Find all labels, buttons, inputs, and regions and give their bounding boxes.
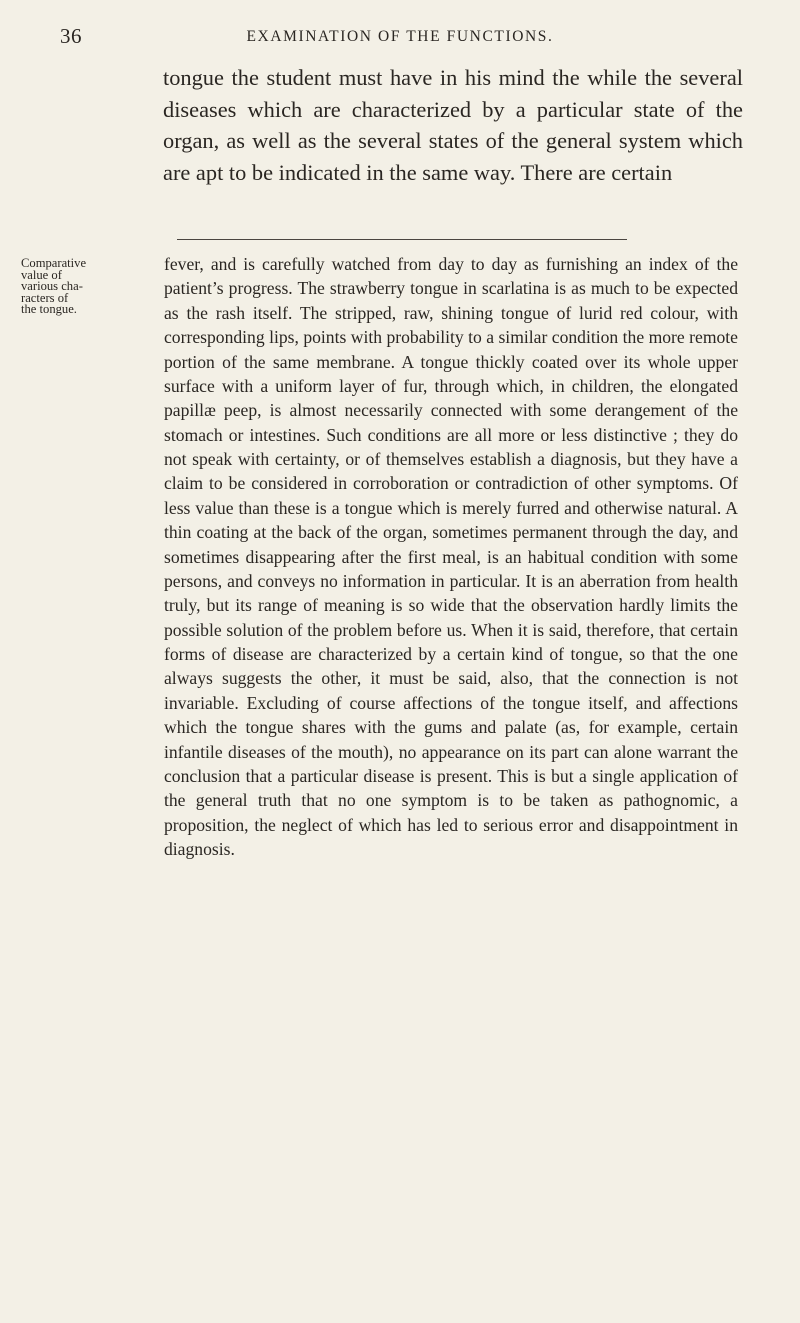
continuation-paragraph: [163, 62, 743, 188]
margin-note-line: various cha-: [21, 279, 83, 293]
margin-note: [21, 258, 141, 316]
margin-note-line: racters of: [21, 290, 69, 305]
running-head: EXAMINATION OF THE FUNCTIONS.: [246, 28, 554, 45]
margin-note-line: the tongue.: [21, 302, 77, 316]
body-paragraph-text: fever, and is carefully watched from day to day as furnishing an index of the patient’s progress. The strawberry tongue in scarlatina is as much to be expected as the rash itself. The stripped, raw, shining tongue of lurid red colour, with corresponding lips, points with probability to a similar condition the more remote portion of the same membrane. A tongue thickly coated over its whole upper surface with a uniform layer of fur, through which, in children, the elongated papillæ peep, is almost necessarily connected with some derangement of the stomach or intestines. Such conditions are all more or less distinctive ; they do not speak with certainty, or of themselves establish a diagnosis, but they have a claim to be considered in corroboration or contradiction of other symptoms. Of less value than these is a tongue which is merely furred and otherwise natural. A thin coating at the back of the organ, sometimes permanent through the day, and sometimes disappearing after the first meal, is an habitual condition with some persons, and conveys no information in particular. It is an aberration from health truly, but its range of meaning is so wide that the observation hardly limits the possible solution of the problem before us. When it is said, therefore, that certain forms of disease are characterized by a certain kind of tongue, so that the one always suggests the other, it must be said, also, that the connection is not invariable. Excluding of course affections of the tongue itself, and affections which the tongue shares with the gums and palate (as, for example, certain infantile diseases of the mouth), no appearance on its part can alone warrant the conclusion that a particular disease is present. This is but a single application of the general truth that no one symptom is to be taken as pathognomic, a proposition, the neglect of which has led to serious error and disappointment in diagnosis.: [164, 254, 738, 859]
margin-note-line: value of: [21, 267, 62, 282]
section-divider: [177, 239, 627, 240]
margin-note-line: Comparative: [21, 256, 87, 270]
page-header: [60, 24, 740, 52]
body-paragraph: [164, 252, 738, 861]
continuation-paragraph-text: tongue the student must have in his mind the while the several diseases which are characterized by a particular state of the organ, as well as the several states of the general system which are apt to be indicated in the same way. There are certain: [163, 65, 743, 185]
page-number: 36: [60, 24, 82, 48]
